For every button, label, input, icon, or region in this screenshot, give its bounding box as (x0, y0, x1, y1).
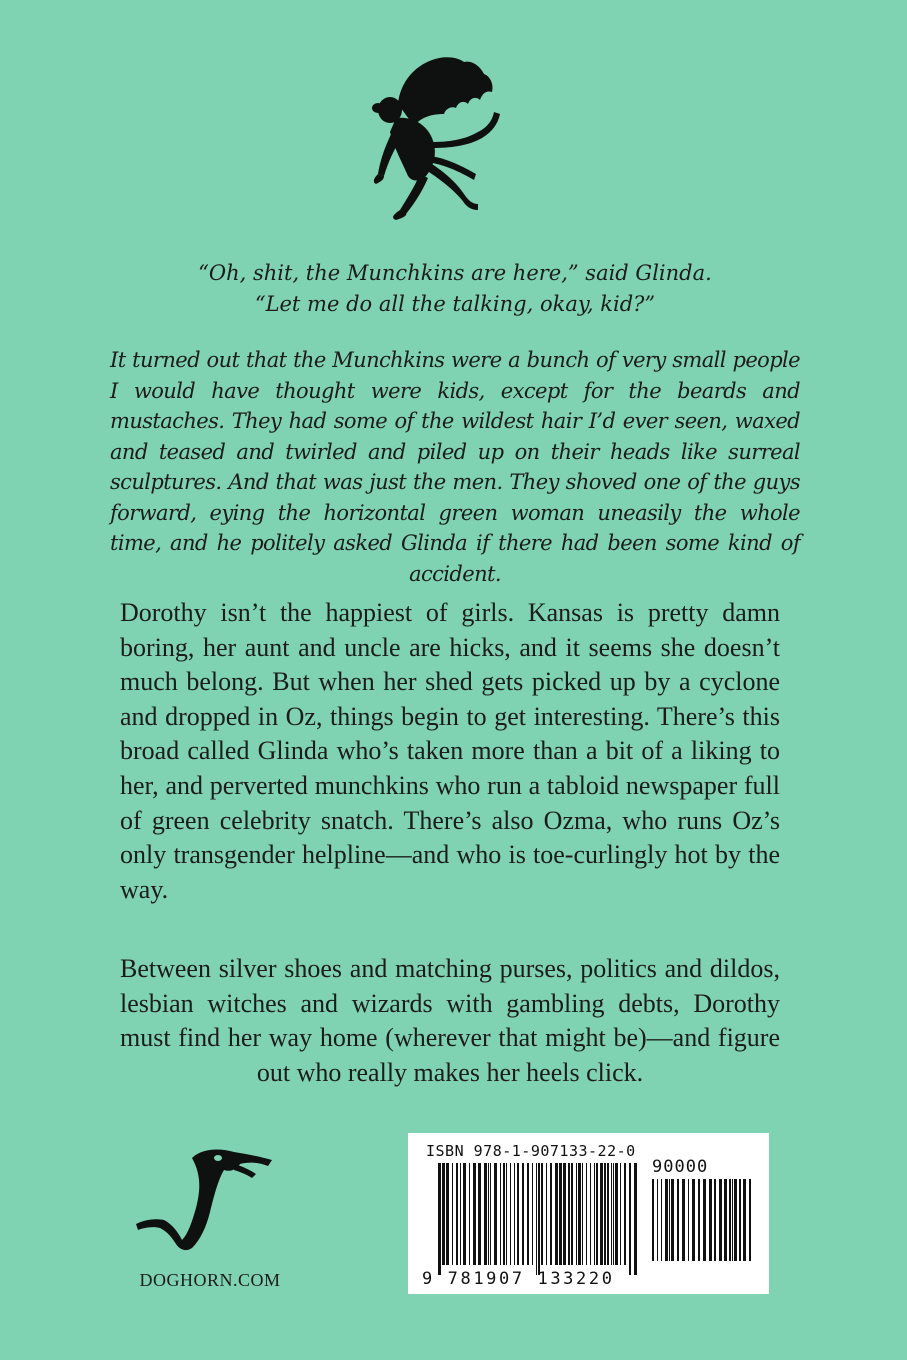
barcode-bar (692, 1179, 695, 1261)
barcode-bar (611, 1163, 612, 1265)
barcode-bar (541, 1163, 543, 1265)
barcode-bar (538, 1163, 540, 1275)
barcode-bar (743, 1179, 746, 1261)
publisher-website: DOGHORN.COM (139, 1270, 281, 1290)
barcode-bar (590, 1163, 591, 1265)
barcode-bar (739, 1179, 741, 1261)
blurb-paragraph-2: Between silver shoes and matching purses, politics and dildos, lesbian witches and wizards with gambling debts, Dorothy must find her way home (wherever that might be)—and figure out who really makes her heels click. (120, 954, 780, 1087)
barcode-bar (517, 1163, 519, 1265)
barcode-bar (604, 1163, 606, 1265)
barcode-bar (578, 1163, 581, 1265)
barcode-bar (576, 1163, 577, 1265)
barcode-bar (703, 1179, 706, 1261)
barcode-bar (559, 1163, 562, 1265)
barcode-bar (657, 1179, 658, 1261)
barcode-bar (688, 1179, 689, 1261)
barcode-bar (607, 1163, 609, 1265)
barcode-bar (729, 1179, 731, 1261)
barcode-bar (550, 1163, 552, 1265)
barcode-bar (634, 1163, 637, 1275)
barcode-bar (527, 1163, 529, 1265)
barcode-bar (665, 1179, 668, 1261)
barcode-bar (568, 1163, 570, 1265)
barcode-bar (600, 1163, 603, 1265)
barcode-bar (629, 1163, 631, 1275)
isbn-barcode (408, 1133, 769, 1294)
barcode-bar (661, 1179, 662, 1261)
quote-line-1: “Oh, shit, the Munchkins are here,” said Glinda. (198, 261, 712, 285)
ean-bars (438, 1163, 638, 1275)
barcode-bar (442, 1163, 445, 1265)
barcode-bar (555, 1163, 558, 1265)
barcode-bar (452, 1163, 453, 1265)
barcode-bar (613, 1163, 614, 1265)
barcode-bar (478, 1163, 481, 1265)
barcode-bar (503, 1163, 505, 1265)
barcode-bar (671, 1179, 674, 1261)
barcode-bar (500, 1163, 501, 1265)
barcode-bar (490, 1163, 491, 1265)
barcode-bar (586, 1163, 587, 1265)
barcode-bar (510, 1163, 511, 1265)
barcode-bar (473, 1163, 476, 1265)
barcode-bar (563, 1163, 566, 1265)
quote-dialogue (110, 258, 800, 319)
blurb-paragraph-1: Dorothy isn’t the happiest of girls. Kansas is pretty damn boring, her aunt and uncle are hicks, and it seems she doesn’t much belong. But when her shed gets picked up by a cyclone and dropped in Oz, things begin to get interesting. There’s this broad called Glinda who’s taken more than a bit of a liking to her, and perverted munchkins who run a tabloid newspaper full of green celebrity snatch. There’s also Ozma, who runs Oz’s only transgender helpline—and who is toe-curlingly hot by the way. (120, 598, 780, 904)
barcode-bar (582, 1163, 583, 1265)
flying-monkey-icon (360, 52, 520, 222)
price-code: 90000 (652, 1157, 709, 1177)
barcode-bar (484, 1163, 487, 1265)
barcode-bar (620, 1163, 621, 1265)
barcode-bar (438, 1163, 441, 1275)
barcode-bar (596, 1163, 598, 1265)
addon-bars (652, 1179, 752, 1271)
barcode-bar (624, 1163, 626, 1265)
barcode-bar (532, 1163, 533, 1265)
barcode-bar (494, 1163, 497, 1265)
barcode-bar (724, 1179, 727, 1261)
barcode-bar (469, 1163, 470, 1265)
barcode-bar (506, 1163, 507, 1265)
quote-line-2: “Let me do all the talking, okay, kid?” (254, 291, 656, 316)
barcode-bar (571, 1163, 573, 1265)
barcode-bar (669, 1179, 670, 1261)
barcode-bar (594, 1163, 595, 1265)
barcode-bar (714, 1179, 716, 1261)
barcode-bar (456, 1163, 458, 1265)
barcode-bar (732, 1179, 733, 1261)
barcode-bar (682, 1179, 685, 1261)
barcode-bar (719, 1179, 722, 1261)
barcode-bar (536, 1163, 537, 1275)
barcode-bar (546, 1163, 547, 1265)
barcode-bar (652, 1179, 654, 1261)
barcode-bar (734, 1179, 737, 1261)
ean-digits: 9 781907 133220 (422, 1269, 615, 1289)
barcode-bar (522, 1163, 524, 1265)
barcode-bar (446, 1163, 449, 1265)
barcode-bar (698, 1179, 700, 1261)
barcode-bar (488, 1163, 489, 1265)
barcode-bar (514, 1163, 515, 1265)
barcode-bar (709, 1179, 712, 1261)
barcode-bar (463, 1163, 466, 1265)
barcode-bar (677, 1179, 679, 1261)
excerpt-paragraph: It turned out that the Munchkins were a bunch of very small people I would have thought were kids, except for the beards and mustaches. They had some of the wildest hair I’d ever seen, waxed and teased and twirled and piled up on their heads like surreal sculptures. And that was just the men. They shoved one of the guys forward, eying the horizontal green woman uneasily the whole time, and he politely asked Glinda if there had been some kind of accident. (110, 348, 800, 586)
isbn-label: ISBN 978-1-907133-22-0 (426, 1142, 636, 1160)
doghorn-logo-icon (130, 1140, 280, 1255)
barcode-bar (749, 1179, 751, 1261)
barcode-bar (615, 1163, 618, 1265)
barcode-bar (460, 1163, 461, 1265)
